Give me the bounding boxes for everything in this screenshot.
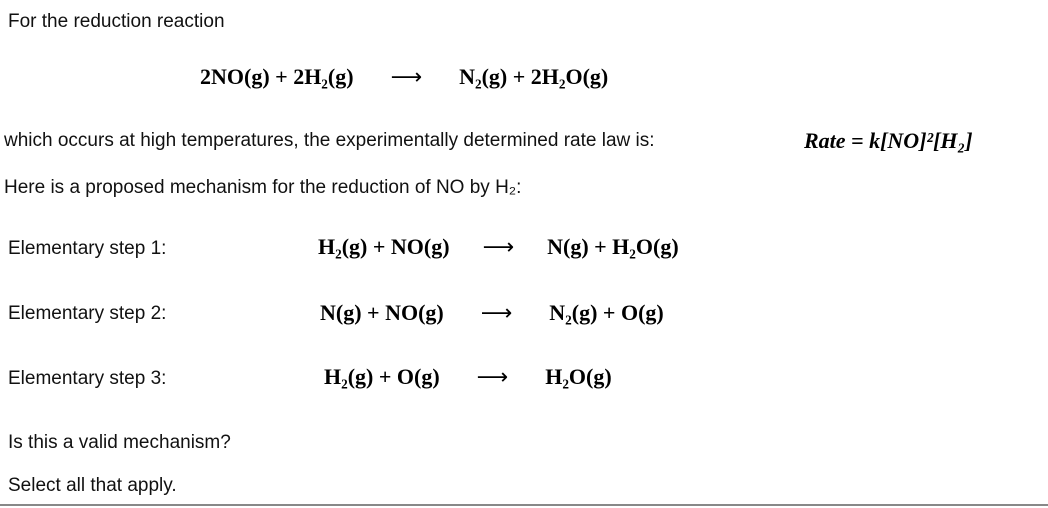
reaction-arrow-icon: ⟶ <box>480 301 513 326</box>
step-1-lhs: H₂(g) + NO(g) <box>318 234 450 259</box>
overall-reaction <box>200 62 608 93</box>
rate-law-text: which occurs at high temperatures, the experimentally determined rate law is: <box>4 130 655 151</box>
divider <box>0 504 1048 506</box>
step-3-label: Elementary step 3: <box>8 368 167 389</box>
rate-law-expression: Rate = k[NO]²[H₂] <box>804 128 973 153</box>
step-2-label: Elementary step 2: <box>8 303 167 324</box>
step-2-equation <box>320 298 664 329</box>
step-1-equation <box>318 232 679 263</box>
question-text: Is this a valid mechanism? <box>8 432 231 453</box>
step-1-rhs: N(g) + H₂O(g) <box>547 234 679 259</box>
intro-text: For the reduction reaction <box>8 11 225 32</box>
reaction-arrow-icon: ⟶ <box>390 65 423 90</box>
reaction-arrow-icon: ⟶ <box>476 365 509 390</box>
overall-reaction-rhs: N₂(g) + 2H₂O(g) <box>459 64 609 89</box>
step-2-rhs: N₂(g) + O(g) <box>549 300 664 325</box>
overall-reaction-lhs: 2NO(g) + 2H₂(g) <box>200 64 354 89</box>
step-3-equation <box>324 362 612 393</box>
reaction-arrow-icon: ⟶ <box>482 235 515 260</box>
step-1-label: Elementary step 1: <box>8 238 167 259</box>
step-2-lhs: N(g) + NO(g) <box>320 300 444 325</box>
step-3-lhs: H₂(g) + O(g) <box>324 364 440 389</box>
instruction-text: Select all that apply. <box>8 475 177 496</box>
mechanism-intro-text: Here is a proposed mechanism for the reduction of NO by H₂: <box>4 177 522 198</box>
step-3-rhs: H₂O(g) <box>545 364 612 389</box>
